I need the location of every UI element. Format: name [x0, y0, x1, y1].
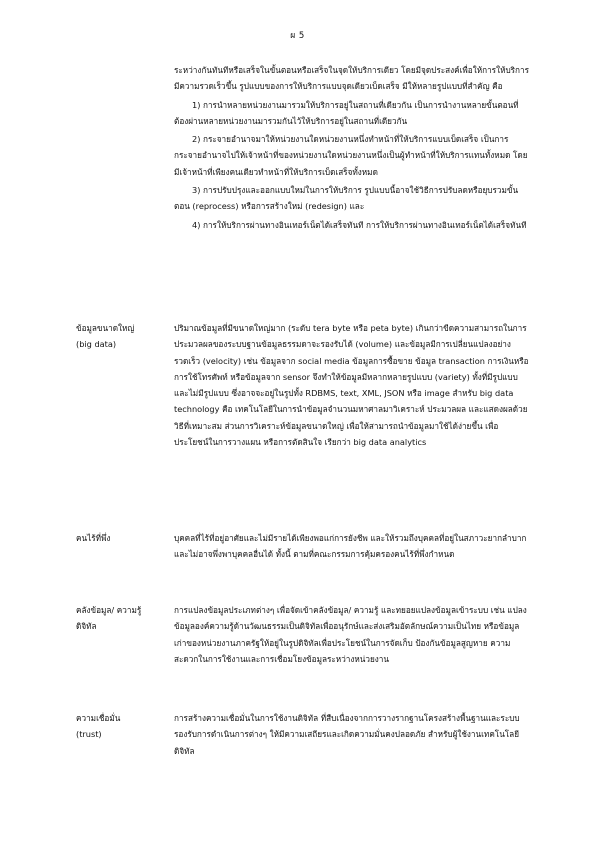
term-thai: ความเชื่อมั่น: [76, 713, 121, 723]
glossary-definition-digital-repository: การแปลงข้อมูลประเภทต่างๆ เพื่อจัดเข้าคลังข้อมูล/ ความรู้ และทยอยแปลงข้อมูลเข้าระบบ เช่น แปลงข้อมูลองค์ความรู้ด้านวัฒนธรรมเป็นดิจิทัลเพื่ออนุรักษ์และส่งเสริมอัตลักษณ์ความเป็นไทย หรือข้อมูลเก่าของหน่วยงานภาครัฐให้อยู่ในรูปดิจิทัลเพื่อประโยชน์ในการจัดเก็บ ป้องกันข้อมูลสูญหาย ความสะดวกในการใช้งานและการเชื่อมโยงข้อมูลระหว่างหน่วยงาน: [174, 605, 527, 664]
page-number: ผ 5: [290, 31, 305, 41]
continuation-text: [174, 62, 529, 233]
glossary-term-homeless: [76, 530, 171, 546]
continuation-intro: ระหว่างกันทันทีหรือเสร็จในขั้นตอนหรือเสร็จในจุดให้บริการเดียว โดยมีจุดประสงค์เพื่อให้การให้บริการมีความรวดเร็วขึ้น รูปแบบของการให้บริการแบบจุดเดียวเบ็ดเสร็จ มีให้หลายรูปแบบที่สำคัญ คือ: [174, 65, 530, 92]
glossary-definition-big-data: ปริมาณข้อมูลที่มีขนาดใหญ่มาก (ระดับ tera byte หรือ peta byte) เกินกว่าขีดความสามารถในการประมวลผลของระบบฐานข้อมูลธรรมดาจะรองรับได้ (volume) และข้อมูลมีการเปลี่ยนแปลงอย่างรวดเร็ว (velocity) เช่น ข้อมูลจาก social media ข้อมูลการซื้อขาย ข้อมูล transaction การเงินหรือการใช้โทรศัพท์ หรือข้อมูลจาก sensor จึงทำให้ข้อมูลมีหลากหลายรูปแบบ (variety) ทั้งที่มีรูปแบบและไม่มีรูปแบบ ซึ่งอาจจะอยู่ในรูปทั้ง RDBMS, text, XML, JSON หรือ image สำหรับ big data technology คือ เทคโนโลยีในการนำข้อมูลจำนวนมหาศาลมาวิเคราะห์ ประมวลผล และแสดงผลด้วยวิธีที่เหมาะสม ส่วนการวิเคราะห์ข้อมูลขนาดใหญ่ เพื่อให้สามารถนำข้อมูลมาใช้ได้ง่ายขึ้น เพื่อประโยชน์ในการวางแผน หรือการตัดสินใจ เรียกว่า big data analytics: [174, 323, 529, 448]
term-english: ดิจิทัล: [76, 621, 97, 632]
glossary-term-trust: [76, 710, 171, 743]
term-english: (big data): [76, 339, 117, 350]
term-thai: คลังข้อมูล/ ความรู้: [76, 605, 142, 615]
list-item: 2) กระจายอำนาจมาให้หน่วยงานใดหน่วยงานหนึ่งทำหน้าที่ให้บริการแบบเบ็ดเสร็จ เป็นการกระจายอำนาจไปให้เจ้าหน้าที่ของหน่วยงานใดหน่วยงานหนึ่งเป็นผู้ทำหน้าที่ให้บริการแทนทั้งหมด โดยมีเจ้าหน้าที่เพียงคนเดียวทำหน้าที่ให้บริการเบ็ดเสร็จทั้งหมด: [174, 134, 528, 177]
term-english: (trust): [76, 729, 102, 740]
list-item: 4) การให้บริการผ่านทางอินเทอร์เน็ตได้เสร็จทันที การให้บริการผ่านทางอินเทอร์เน็ตได้เสร็จทันที: [192, 219, 527, 230]
term-thai: ข้อมูลขนาดใหญ่: [76, 323, 135, 333]
list-item: 1) การนำหลายหน่วยงานมารวมให้บริการอยู่ในสถานที่เดียวกัน เป็นการนำงานหลายขั้นตอนที่ต้องผ่านหลายหน่วยงานมารวมกันไว้ให้บริการอยู่ในสถานที่เดียวกัน: [174, 99, 519, 126]
term-thai: คนไร้ที่พึ่ง: [76, 533, 111, 543]
glossary-term-digital-repository: [76, 602, 171, 635]
glossary-definition-trust: การสร้างความเชื่อมั่นในการใช้งานดิจิทัล ที่สืบเนื่องจากการวางรากฐานโครงสร้างพื้นฐานและระบบรองรับการดำเนินการต่างๆ ให้มีความเสถียรและเกิดความมั่นคงปลอดภัย สำหรับผู้ใช้งานเทคโนโลยีดิจิทัล: [174, 713, 520, 756]
list-item: 3) การปรับปรุงและออกแบบใหม่ในการให้บริการ รูปแบบนี้อาจใช้วิธีการปรับลดหรือยุบรวมขั้นตอน (reprocess) หรือการสร้างใหม่ (redesign) และ: [174, 185, 519, 212]
glossary-definition-homeless: บุคคลที่ไร้ที่อยู่อาศัยและไม่มีรายได้เพียงพอแก่การยังชีพ และให้รวมถึงบุคคลที่อยู่ในสภาวะยากลำบากและไม่อาจพึ่งพาบุคคลอื่นได้ ทั้งนี้ ตามที่คณะกรรมการคุ้มครองคนไร้ที่พึ่งกำหนด: [174, 533, 527, 560]
glossary-term-big-data: [76, 320, 171, 353]
